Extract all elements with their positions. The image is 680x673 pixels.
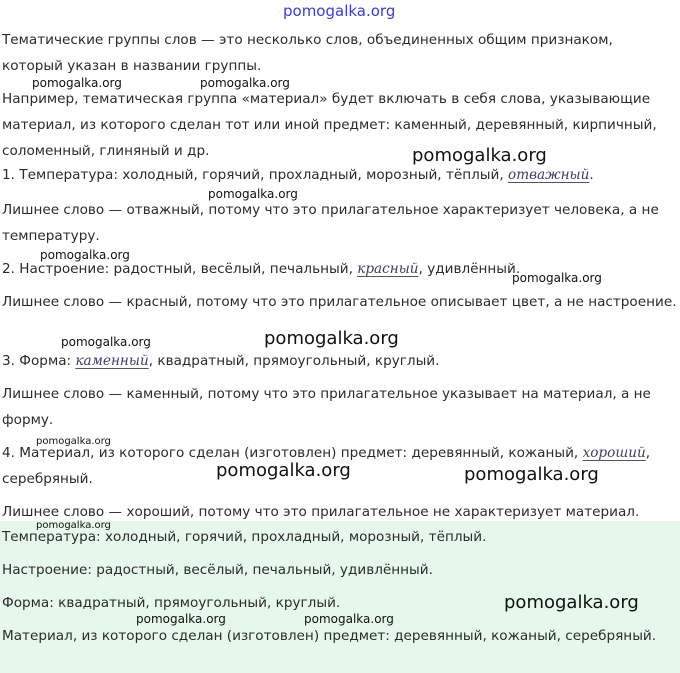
answer-shape: Форма: квадратный, прямоугольный, круглый.	[2, 595, 341, 611]
watermark: pomogalka.org	[208, 187, 298, 201]
watermark: pomogalka.org	[36, 436, 111, 447]
group-4-prefix: 4. Материал, из которого сделан (изготовлен) предмет: деревянный, кожаный,	[2, 445, 583, 461]
watermark: pomogalka.org	[304, 612, 394, 626]
intro-example: Например, тематическая группа «материал» будет включать в себя слова, указывающие материал, из которого сделан тот или иной предмет: каменный, деревянный, кирпичный, соломенный, глиняный и др.	[2, 91, 657, 159]
watermark: pomogalka.org	[200, 76, 290, 90]
watermark: pomogalka.org	[412, 145, 547, 166]
group-4-explanation: Лишнее слово — хороший, потому что это прилагательное не характеризует материал.	[2, 504, 640, 520]
answer-material: Материал, из которого сделан (изготовлен) предмет: деревянный, кожаный, серебряный.	[2, 628, 657, 644]
group-3-line	[2, 348, 678, 374]
group-4-odd-word: хороший	[582, 445, 646, 461]
group-2-suffix: , удивлённый.	[418, 261, 521, 277]
group-1-suffix: .	[589, 167, 594, 183]
group-1-odd-word: отважный	[508, 167, 590, 183]
group-3-explanation: Лишнее слово — каменный, потому что это прилагательное указывает на материал, а не форму.	[2, 386, 651, 428]
watermark: pomogalka.org	[216, 460, 351, 481]
watermark: pomogalka.org	[512, 271, 602, 285]
watermark: pomogalka.org	[61, 335, 151, 349]
answer-temperature: Температура: холодный, горячий, прохладный, морозный, тёплый.	[2, 529, 487, 545]
header-watermark: pomogalka.org	[283, 2, 396, 20]
intro-definition: Тематические группы слов — это несколько слов, объединенных общим признаком, который указан в названии группы.	[2, 32, 613, 74]
group-1-explanation: Лишнее слово — отважный, потому что это прилагательное характеризует человека, а не температуру.	[2, 202, 659, 244]
group-4-suffix: , серебряный.	[2, 445, 651, 487]
answer-mood: Настроение: радостный, весёлый, печальный, удивлённый.	[2, 562, 433, 578]
group-2-prefix: 2. Настроение: радостный, весёлый, печальный,	[2, 261, 358, 277]
watermark: pomogalka.org	[136, 612, 226, 626]
group-3-odd-word: каменный	[75, 353, 149, 369]
watermark: pomogalka.org	[504, 592, 639, 613]
watermark: pomogalka.org	[40, 248, 130, 262]
watermark: pomogalka.org	[464, 464, 599, 485]
watermark: pomogalka.org	[264, 328, 399, 349]
group-1-prefix: 1. Температура: холодный, горячий, прохладный, морозный, тёплый,	[2, 167, 509, 183]
watermark: pomogalka.org	[36, 520, 111, 531]
group-2-odd-word: красный	[357, 261, 419, 277]
group-2-explanation: Лишнее слово — красный, потому что это прилагательное описывает цвет, а не настроение.	[2, 294, 677, 310]
group-1-line	[2, 162, 678, 188]
group-3-prefix: 3. Форма:	[2, 353, 76, 369]
group-3-suffix: , квадратный, прямоугольный, круглый.	[148, 353, 440, 369]
watermark: pomogalka.org	[32, 76, 122, 90]
